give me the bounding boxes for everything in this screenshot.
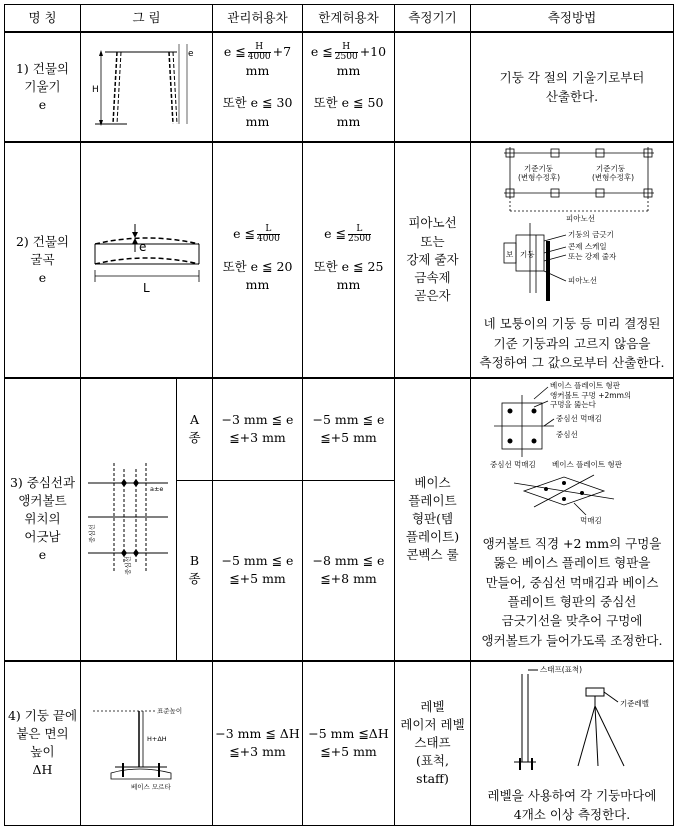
- figure-center: [81, 378, 177, 661]
- sub-b: B 종: [177, 481, 213, 661]
- svg-text:기준기둥: 기준기둥: [524, 164, 553, 173]
- svg-text:중심선: 중심선: [556, 429, 578, 439]
- method-bend: 기준기둥 (변형수정후) 기준기둥 (변형수정후) 피아노선 보 기둥 기둥의 금긋기 콘제 스케일 또는 강제 줄자 피아노선 네 모퉁이의 기둥 등 미리 결정된 기준 기둥과의 고르지 않음을 측정하여 그 값으로부터 산출한다.: [471, 142, 674, 378]
- mgmt-tolerance-b: −5 mm ≦ e ≦+5 mm: [213, 481, 303, 661]
- header-row: [5, 5, 674, 33]
- svg-text:기둥: 기둥: [520, 250, 535, 259]
- svg-text:기준기둥: 기준기둥: [596, 164, 625, 173]
- tolerance-table: [4, 4, 674, 826]
- limit-tolerance-tilt: e ≦ $\frac{H}{2500}$ +10 mm 또한 e ≦ 50 mm: [303, 32, 395, 142]
- label-center1: 중심선: [87, 524, 96, 543]
- label-e: e: [187, 49, 194, 59]
- method-tilt: 기둥 각 절의 기울기로부터 산출한다.: [471, 32, 674, 142]
- row-tilt: [5, 32, 674, 142]
- svg-text:먹매김: 먹매김: [514, 459, 536, 469]
- svg-text:콘제 스케일: 콘제 스케일: [568, 242, 607, 251]
- figure-tilt: [81, 32, 213, 142]
- mgmt-tolerance-bend: e ≦ $\frac{L}{4000}$ 또한 e ≦ 20 mm: [213, 142, 303, 378]
- label-center2: 중심선: [123, 556, 132, 575]
- mgmt-tolerance-tilt: e ≦ $\frac{H}{4000}$ +7 mm 또한 e ≦ 30 mm: [213, 32, 303, 142]
- svg-text:베이스 플레이트 형판: 베이스 플레이트 형판: [550, 380, 620, 390]
- svg-text:먹매김: 먹매김: [580, 515, 602, 525]
- limit-tolerance-a: −5 mm ≦ e ≦+5 mm: [303, 378, 395, 481]
- svg-text:앵커볼트 구멍 +2mm의: 앵커볼트 구멍 +2mm의: [550, 390, 632, 400]
- header-limit: 한계허용차: [303, 5, 395, 33]
- figure-bend: [81, 142, 213, 378]
- svg-text:기둥의 금긋기: 기둥의 금긋기: [568, 230, 614, 239]
- limit-tolerance-bend: e ≦ $\frac{L}{2500}$ 또한 e ≦ 25 mm: [303, 142, 395, 378]
- limit-tolerance-b: −8 mm ≦ e ≦+8 mm: [303, 481, 395, 661]
- svg-text:스태프(표척): 스태프(표척): [540, 665, 583, 675]
- row-bend: [5, 142, 674, 378]
- instrument-tilt: [395, 32, 471, 142]
- label-e: e: [138, 239, 146, 254]
- instrument-height: 레벨 레이저 레벨 스태프 (표척, staff): [395, 661, 471, 826]
- svg-text:피아노선: 피아노선: [568, 276, 597, 285]
- name-cell: 1) 건물의 기울기 e: [5, 32, 81, 142]
- svg-text:중심선: 중심선: [490, 459, 512, 469]
- label-tol: a±e: [149, 485, 163, 493]
- limit-tolerance-height: −5 mm ≦ΔH ≦+5 mm: [303, 661, 395, 826]
- mgmt-tolerance-height: −3 mm ≦ ΔH ≦+3 mm: [213, 661, 303, 826]
- mgmt-tolerance-a: −3 mm ≦ e ≦+3 mm: [213, 378, 303, 481]
- name-cell: 2) 건물의 굴곡 e: [5, 142, 81, 378]
- method-center: 베이스 플레이트 형판 앵커볼트 구멍 +2mm의 구멍을 뚫는다 중심선 먹매김 중심선 중심선 먹매김 베이스 플레이트 형판 먹매김 앵커볼트 직경 +2 mm의 구멍을 뚫은 베이스 플레이트 형판을 만들어, 중심선 먹매김과 베이스 플레이트 형판의 중심선 금긋기선을 맞추어 구멍에 앵커볼트가 들어가도록 조정한다.: [471, 378, 674, 661]
- svg-text:(변형수정후): (변형수정후): [518, 173, 561, 182]
- instrument-center: 베이스 플레이트 형판(템 플레이트) 콘벡스 룰: [395, 378, 471, 661]
- figure-height: [81, 661, 213, 826]
- svg-text:중심선 먹매김: 중심선 먹매김: [556, 413, 602, 423]
- header-figure: 그 림: [81, 5, 213, 33]
- instrument-bend: 피아노선 또는 강제 줄자 금속제 곧은자: [395, 142, 471, 378]
- sub-a: A 종: [177, 378, 213, 481]
- method-figure-height: [474, 662, 670, 780]
- name-cell: 4) 기둥 끝에 붙은 면의 높이 ΔH: [5, 661, 81, 826]
- method-figure-center: [474, 379, 670, 529]
- row-height: [5, 661, 674, 826]
- svg-text:베이스 플레이트 형판: 베이스 플레이트 형판: [552, 459, 622, 469]
- svg-text:(변형수정후): (변형수정후): [592, 173, 635, 182]
- svg-text:보: 보: [506, 250, 514, 259]
- label-h: H: [91, 85, 99, 95]
- header-mgmt: 관리허용차: [213, 5, 303, 33]
- label-base: 베이스 모르타: [130, 783, 171, 792]
- row-center-a: [5, 378, 674, 481]
- header-method: 측정방법: [471, 5, 674, 33]
- method-figure-bend: [474, 143, 670, 309]
- svg-text:또는 강제 줄자: 또는 강제 줄자: [568, 252, 617, 261]
- svg-text:기준레벨: 기준레벨: [620, 699, 649, 709]
- svg-text:구멍을 뚫는다: 구멍을 뚫는다: [550, 399, 596, 409]
- label-l: L: [142, 280, 150, 295]
- svg-text:피아노선: 피아노선: [566, 214, 595, 223]
- label-hdh: H+ΔH: [146, 735, 167, 744]
- label-std: 표준높이: [156, 707, 182, 716]
- name-cell: 3) 중심선과 앵커볼트 위치의 어긋남 e: [5, 378, 81, 661]
- method-height: 스태프(표척) 기준레벨 레벨을 사용하여 각 기둥마다에 4개소 이상 측정한다.: [471, 661, 674, 826]
- header-name: 명 칭: [5, 5, 81, 33]
- header-instrument: 측정기기: [395, 5, 471, 33]
